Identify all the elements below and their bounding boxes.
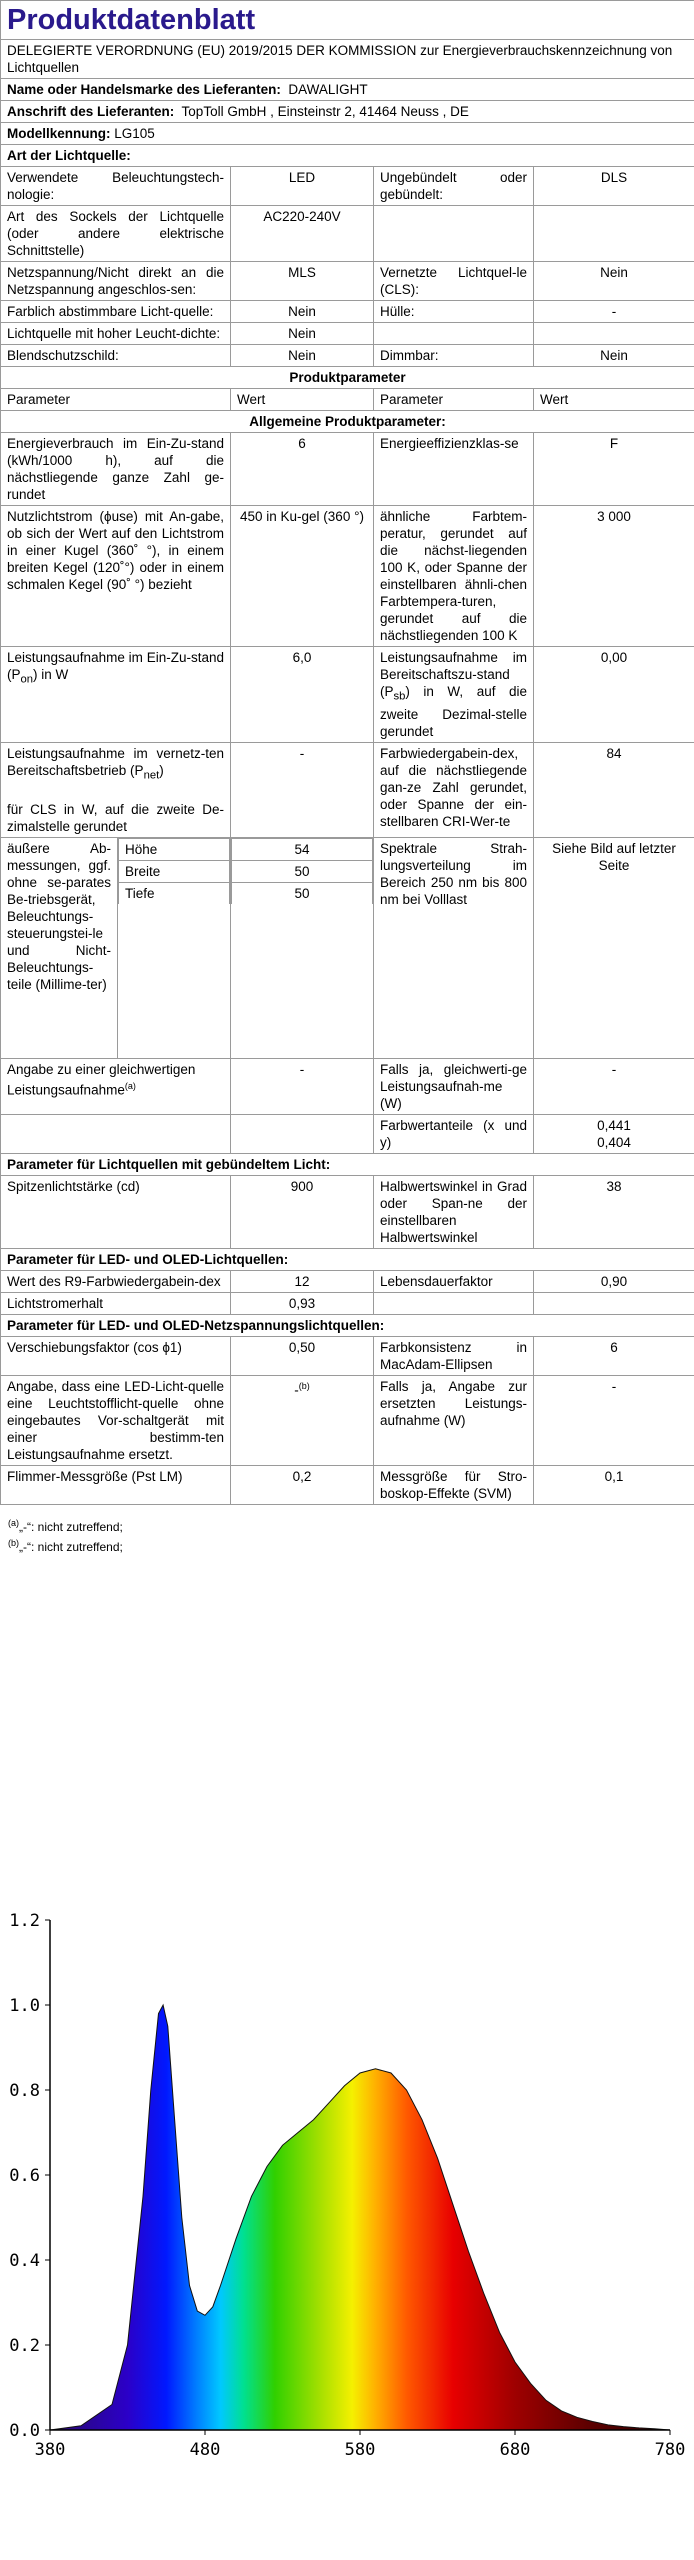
param-label: Lichtquelle mit hoher Leucht-dichte: xyxy=(1,323,231,345)
x-tick-label: 680 xyxy=(499,2440,531,2460)
dimension-width-value: 50 xyxy=(232,861,373,883)
param-value xyxy=(534,323,694,345)
empty-cell xyxy=(231,1115,374,1154)
color-consistency-label: Farbkonsistenz in MacAdam-Ellipsen xyxy=(374,1337,534,1376)
param-value: Nein xyxy=(231,345,374,367)
param-value xyxy=(534,206,694,262)
param-value: MLS xyxy=(231,262,374,301)
dimensions-cell xyxy=(1,838,231,1059)
y-tick-label: 0.0 xyxy=(9,2421,40,2441)
standby-subscript: sb xyxy=(393,690,406,703)
color-rendering-label: Farbwiedergabein-dex, auf die nächstliegende gan-ze Zahl gerundet, oder Spanne der ein-stellbaren CRI-Wer-te xyxy=(374,742,534,838)
y-tick-label: 0.2 xyxy=(9,2336,40,2356)
model-row xyxy=(1,123,694,145)
standby-power-label xyxy=(374,647,534,743)
chromaticity-values xyxy=(534,1115,694,1154)
standby-label-text: Leistungsaufnahme im Bereitschaftszu-stand (P xyxy=(380,650,527,699)
networked-standby-subscript: net xyxy=(143,769,160,782)
param-label: Ungebündelt oder gebündelt: xyxy=(374,167,534,206)
param-label: Netzspannung/Nicht direkt an die Netzspannung angeschlos-sen: xyxy=(1,262,231,301)
dimension-height-label: Höhe xyxy=(119,839,230,861)
power-on-label-unit: ) in W xyxy=(33,667,69,682)
footnote-marker-b: (b) xyxy=(298,1381,310,1392)
dimension-height-value: 54 xyxy=(232,839,373,861)
param-value: - xyxy=(534,301,694,323)
model-value: LG105 xyxy=(114,126,155,141)
beam-angle-label: Halbwertswinkel in Grad oder Span-ne der einstellbaren Halbwertswinkel xyxy=(374,1176,534,1249)
supplier-name-label: Name oder Handelsmarke des Lieferanten: xyxy=(7,82,281,97)
stroboscopic-value: 0,1 xyxy=(534,1466,694,1505)
column-header-parameter: Parameter xyxy=(374,389,534,411)
chromaticity-x: 0,441 xyxy=(597,1118,631,1134)
supplier-address-value: TopToll GmbH , Einsteinstr 2, 41464 Neuss , DE xyxy=(181,104,469,119)
chromaticity-label: Farbwertanteile (x und y) xyxy=(374,1115,534,1154)
equivalent-power-label xyxy=(1,1059,231,1115)
survival-factor-value: 0,90 xyxy=(534,1271,694,1293)
y-tick-label: 0.6 xyxy=(9,2166,40,2186)
param-label: Verwendete Beleuchtungstech-nologie: xyxy=(1,167,231,206)
footnotes xyxy=(0,1505,694,1565)
spectral-distribution-value: Siehe Bild auf letzter Seite xyxy=(534,838,694,1059)
param-label: Vernetzte Lichtquel-le (CLS): xyxy=(374,262,534,301)
replacement-claim-label: Angabe, dass eine LED-Licht-quelle eine Leuchtstofflicht-quelle ohne eingebautes Vor-schaltgerät mit einer bestimm-ten Leistungsaufnahme ersetzt. xyxy=(1,1376,231,1466)
supplier-address-row xyxy=(1,101,694,123)
model-label: Modellkennung: xyxy=(7,126,111,141)
empty-cell xyxy=(1,1115,231,1154)
footnote-b-mark: (b) xyxy=(8,1538,19,1549)
networked-standby-value: - xyxy=(231,742,374,838)
energy-consumption-label: Energieverbrauch im Ein-Zu-stand (kWh/1000 h), auf die nächstliegende ganze Zahl ge-rundet xyxy=(1,433,231,506)
energy-consumption-value: 6 xyxy=(231,433,374,506)
dimensions-label: äußere Ab-messungen, ggf. ohne se-parates Be-triebsgerät, Beleuchtungs-steuerungstei-le und Nicht-Beleuchtungs-teile (Millime-ter) xyxy=(1,838,118,1058)
x-tick-label: 380 xyxy=(34,2440,66,2460)
y-tick-label: 1.2 xyxy=(9,1911,40,1931)
dimension-depth-label: Tiefe xyxy=(119,883,230,905)
spectral-distribution-label: Spektrale Strah-lungsverteilung im Bereich 250 nm bis 800 nm bei Volllast xyxy=(374,838,534,1059)
dimension-width-label: Breite xyxy=(119,861,230,883)
column-header-value: Wert xyxy=(534,389,694,411)
param-value: DLS xyxy=(534,167,694,206)
param-value: Nein xyxy=(534,345,694,367)
replacement-power-label: Falls ja, Angabe zur ersetzten Leistungs-aufnahme (W) xyxy=(374,1376,534,1466)
supplier-address-label: Anschrift des Lieferanten: xyxy=(7,104,175,119)
beam-angle-value: 38 xyxy=(534,1176,694,1249)
flicker-metric-label: Flimmer-Messgröße (Pst LM) xyxy=(1,1466,231,1505)
color-temperature-value: 3 000 xyxy=(534,506,694,647)
y-tick-label: 0.8 xyxy=(9,2081,40,2101)
section-product-params: Produktparameter xyxy=(1,367,694,389)
column-header-parameter: Parameter xyxy=(1,389,231,411)
lumen-maintenance-label: Lichtstromerhalt xyxy=(1,1293,231,1315)
footnote-a-mark: (a) xyxy=(8,1518,19,1529)
peak-intensity-label: Spitzenlichtstärke (cd) xyxy=(1,1176,231,1249)
dimension-depth-value: 50 xyxy=(232,883,373,905)
networked-standby-label-text: Leistungsaufnahme im vernetz-ten Bereitschaftsbetrieb (P xyxy=(7,745,224,778)
color-temperature-label: ähnliche Farbtem-peratur, gerundet auf die nächst-liegenden 100 K, oder Spanne der einstellbaren ähnli-chen Farbtempera-turen, gerundet auf die nächstliegenden 100 K xyxy=(374,506,534,647)
networked-standby-label xyxy=(1,742,231,838)
param-label: Dimmbar: xyxy=(374,345,534,367)
replacement-claim-value-text: - xyxy=(294,1382,299,1398)
lumen-maintenance-value: 0,93 xyxy=(231,1293,374,1315)
param-label: Hülle: xyxy=(374,301,534,323)
section-light-source-type: Art der Lichtquelle: xyxy=(1,145,694,167)
param-label xyxy=(374,323,534,345)
regulation-text: DELEGIERTE VERORDNUNG (EU) 2019/2015 DER KOMMISSION zur Energieverbrauchskennzeichnung von Lichtquellen xyxy=(1,40,694,79)
footnote-b-text: „-“: nicht zutreffend; xyxy=(19,1540,123,1555)
column-header-value: Wert xyxy=(231,389,374,411)
stroboscopic-label: Messgröße für Stro-boskop-Effekte (SVM) xyxy=(374,1466,534,1505)
param-value: Nein xyxy=(534,262,694,301)
footnote-a-text: „-“: nicht zutreffend; xyxy=(19,1520,123,1535)
empty-cell xyxy=(534,1293,694,1315)
footnote-b xyxy=(8,1535,686,1555)
dimensions-labels xyxy=(118,838,230,904)
page-title: Produktdatenblatt xyxy=(1,1,694,40)
replacement-power-value: - xyxy=(534,1376,694,1466)
luminous-flux-value: 450 in Ku-gel (360 °) xyxy=(231,506,374,647)
networked-standby-label-note: für CLS in W, auf die zweite De-zimalstelle gerundet xyxy=(7,802,224,835)
color-rendering-value: 84 xyxy=(534,742,694,838)
section-directional: Parameter für Lichtquellen mit gebündeltem Licht: xyxy=(1,1154,694,1176)
y-tick-label: 0.4 xyxy=(9,2251,40,2271)
power-on-mode-value: 6,0 xyxy=(231,647,374,743)
energy-class-value: F xyxy=(534,433,694,506)
supplier-name-value: DAWALIGHT xyxy=(288,82,368,97)
power-on-mode-label xyxy=(1,647,231,743)
replacement-claim-value xyxy=(231,1376,374,1466)
dimensions-values-cell xyxy=(231,838,374,1059)
spectrum-area-series-0 xyxy=(50,2005,670,2430)
equivalent-power-yes-value: - xyxy=(534,1059,694,1115)
chromaticity-y: 0,404 xyxy=(597,1135,631,1151)
empty-cell xyxy=(374,1293,534,1315)
equivalent-power-label-text: Angabe zu einer gleichwertigen Leistungsaufnahme xyxy=(7,1062,196,1098)
param-label: Farblich abstimmbare Licht-quelle: xyxy=(1,301,231,323)
color-consistency-value: 6 xyxy=(534,1337,694,1376)
spectral-distribution-chart xyxy=(0,1900,694,2465)
section-general-params: Allgemeine Produktparameter: xyxy=(1,411,694,433)
networked-standby-label-close: ) xyxy=(159,762,164,778)
footnote-a xyxy=(8,1515,686,1535)
r9-value: 12 xyxy=(231,1271,374,1293)
param-value: Nein xyxy=(231,323,374,345)
equivalent-power-value: - xyxy=(231,1059,374,1115)
supplier-name-row xyxy=(1,79,694,101)
param-value: Nein xyxy=(231,301,374,323)
param-label xyxy=(374,206,534,262)
param-value: LED xyxy=(231,167,374,206)
footnote-marker-a: (a) xyxy=(124,1081,136,1092)
section-led: Parameter für LED- und OLED-Lichtquellen: xyxy=(1,1249,694,1271)
dimensions-values xyxy=(231,838,373,904)
power-on-subscript: on xyxy=(20,673,34,686)
power-on-label-text: Leistungsaufnahme im Ein-Zu-stand (P xyxy=(7,650,224,682)
equivalent-power-yes-label: Falls ja, gleichwerti-ge Leistungsaufnah-me (W) xyxy=(374,1059,534,1115)
standby-label-unit: ) in W, auf die zweite Dezimal-stelle gerundet xyxy=(380,684,527,739)
displacement-factor-value: 0,50 xyxy=(231,1337,374,1376)
section-mains: Parameter für LED- und OLED-Netzspannungslichtquellen: xyxy=(1,1315,694,1337)
displacement-factor-label: Verschiebungsfaktor (cos ϕ1) xyxy=(1,1337,231,1376)
param-value: AC220-240V xyxy=(231,206,374,262)
standby-power-value: 0,00 xyxy=(534,647,694,743)
peak-intensity-value: 900 xyxy=(231,1176,374,1249)
survival-factor-label: Lebensdauerfaktor xyxy=(374,1271,534,1293)
r9-label: Wert des R9-Farbwiedergabein-dex xyxy=(1,1271,231,1293)
flicker-metric-value: 0,2 xyxy=(231,1466,374,1505)
x-tick-label: 780 xyxy=(654,2440,686,2460)
energy-class-label: Energieeffizienzklas-se xyxy=(374,433,534,506)
x-tick-label: 480 xyxy=(189,2440,221,2460)
y-tick-label: 1.0 xyxy=(9,1996,40,2016)
param-label: Art des Sockels der Lichtquelle (oder andere elektrische Schnittstelle) xyxy=(1,206,231,262)
luminous-flux-label: Nutzlichtstrom (ϕuse) mit An-gabe, ob sich der Wert auf den Lichtstrom in einer Kugel (360˚ °), in einem breiten Kegel (120˚°) oder in einem schmalen Kegel (90˚ °) bezieht xyxy=(1,506,231,647)
x-tick-label: 580 xyxy=(344,2440,376,2460)
param-label: Blendschutzschild: xyxy=(1,345,231,367)
